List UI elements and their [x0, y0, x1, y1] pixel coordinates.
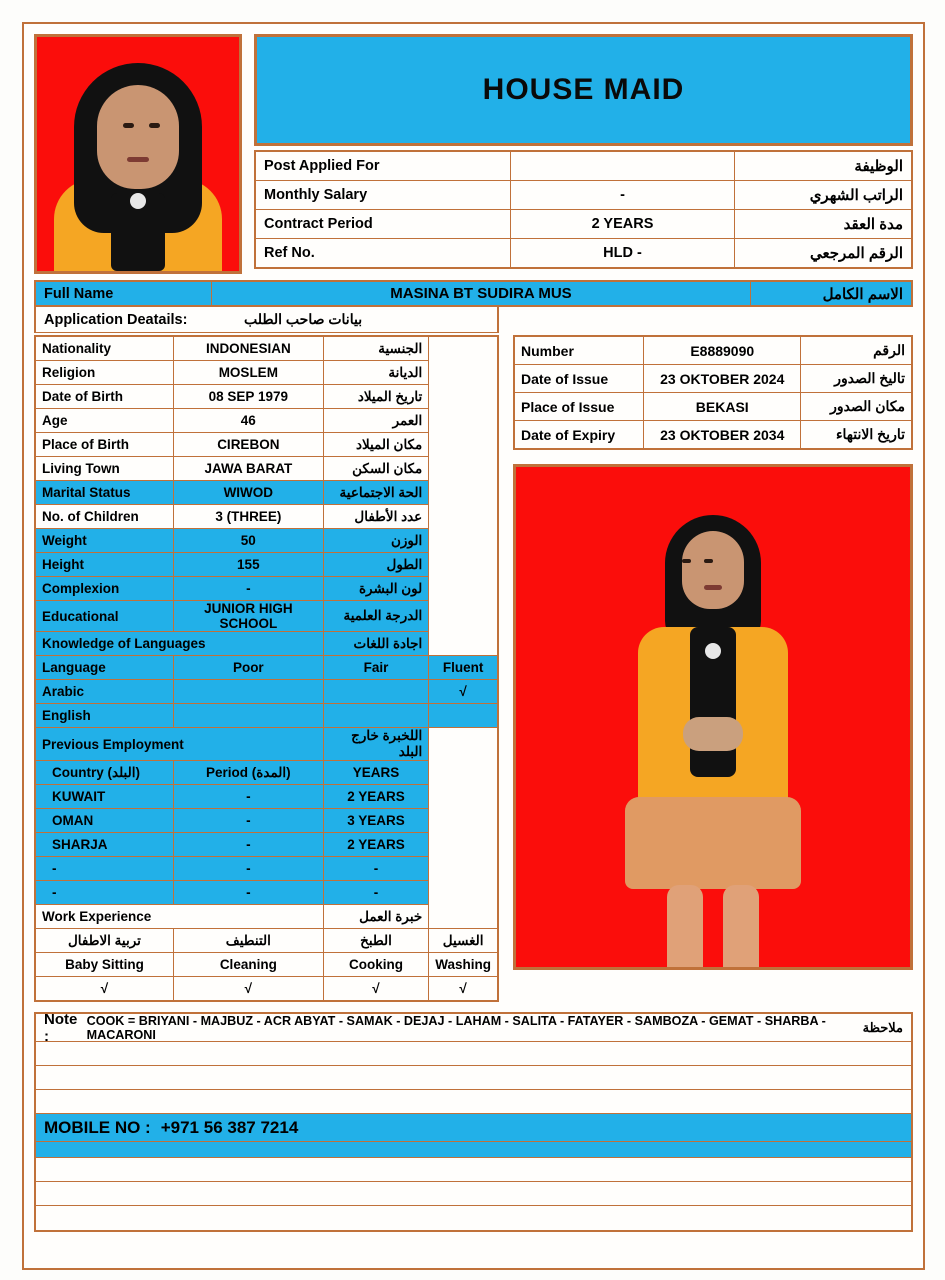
work-cleaning-mark: √ — [173, 977, 323, 1002]
work-cooking-arabic: الطبخ — [323, 929, 429, 953]
full-name-value: MASINA BT SUDIRA MUS — [212, 282, 751, 305]
date-of-expiry-value: 23 OKTOBER 2034 — [644, 421, 801, 450]
work-cleaning-label: Cleaning — [173, 953, 323, 977]
post-applied-value — [511, 151, 735, 181]
photo-figure-fullbody — [516, 467, 910, 967]
date-of-birth-label: Date of Birth — [35, 385, 173, 409]
table-row — [35, 385, 498, 409]
table-row — [35, 833, 498, 857]
date-of-birth-value: 08 SEP 1979 — [173, 385, 323, 409]
work-cooking-mark: √ — [323, 977, 429, 1002]
complexion-value: - — [173, 577, 323, 601]
work-baby-sitting-mark: √ — [35, 977, 173, 1002]
mobile-label: MOBILE NO : — [44, 1117, 151, 1137]
mobile-value: +971 56 387 7214 — [160, 1117, 299, 1137]
employment-country: - — [35, 857, 173, 881]
living-town-arabic: مكان السكن — [323, 457, 429, 481]
place-of-issue-label: Place of Issue — [514, 393, 644, 421]
passport-number-value: E8889090 — [644, 336, 801, 365]
post-applied-arabic: الوظيفة — [735, 151, 913, 181]
right-column — [513, 335, 913, 1002]
table-row — [35, 881, 498, 905]
previous-employment-section-row — [35, 728, 498, 761]
language-arabic-fluent: √ — [429, 680, 498, 704]
languages-header-fluent: Fluent — [429, 656, 498, 680]
work-baby-sitting-arabic: تربية الاطفال — [35, 929, 173, 953]
work-experience-mark-row — [35, 977, 498, 1002]
main-section — [34, 335, 913, 1002]
document-title-bar — [254, 34, 913, 146]
nationality-value: INDONESIAN — [173, 336, 323, 361]
employment-country: KUWAIT — [35, 785, 173, 809]
age-label: Age — [35, 409, 173, 433]
table-row — [255, 181, 912, 210]
work-experience-arabic: خبرة العمل — [323, 905, 429, 929]
ref-no-arabic: الرقم المرجعي — [735, 239, 913, 269]
top-section — [34, 34, 913, 274]
employment-period: - — [173, 881, 323, 905]
post-applied-label: Post Applied For — [255, 151, 511, 181]
table-row — [514, 421, 912, 450]
marital-status-value: WIWOD — [173, 481, 323, 505]
years-header: YEARS — [323, 761, 429, 785]
work-cleaning-arabic: التنطيف — [173, 929, 323, 953]
weight-arabic: الوزن — [323, 529, 429, 553]
table-row — [514, 365, 912, 393]
full-body-photo — [513, 464, 913, 970]
place-of-birth-label: Place of Birth — [35, 433, 173, 457]
no-of-children-label: No. of Children — [35, 505, 173, 529]
full-name-row — [34, 280, 913, 307]
employment-country: SHARJA — [35, 833, 173, 857]
work-baby-sitting-label: Baby Sitting — [35, 953, 173, 977]
date-of-issue-arabic: تاليخ الصدور — [801, 365, 912, 393]
passport-number-arabic: الرقم — [801, 336, 912, 365]
work-washing-label: Washing — [429, 953, 498, 977]
date-of-issue-label: Date of Issue — [514, 365, 644, 393]
post-applied-table — [254, 150, 913, 269]
languages-header-row — [35, 656, 498, 680]
age-arabic: العمر — [323, 409, 429, 433]
period-header: Period (المدة) — [173, 761, 323, 785]
language-arabic-label: Arabic — [35, 680, 173, 704]
language-arabic-fair — [323, 680, 429, 704]
table-row — [35, 409, 498, 433]
table-row — [35, 704, 498, 728]
height-arabic: الطول — [323, 553, 429, 577]
religion-value: MOSLEM — [173, 361, 323, 385]
employment-years: - — [323, 881, 429, 905]
date-of-expiry-arabic: تاريخ الانتهاء — [801, 421, 912, 450]
ref-no-label: Ref No. — [255, 239, 511, 269]
language-english-label: English — [35, 704, 173, 728]
languages-header-poor: Poor — [173, 656, 323, 680]
application-details-label: Application Deatails: — [44, 311, 188, 328]
work-washing-mark: √ — [429, 977, 498, 1002]
previous-employment-header-row — [35, 761, 498, 785]
languages-header-language: Language — [35, 656, 173, 680]
note-arabic: ملاحظة — [862, 1019, 903, 1035]
notes-section — [34, 1012, 913, 1232]
age-value: 46 — [173, 409, 323, 433]
table-row — [35, 361, 498, 385]
table-row — [35, 601, 498, 632]
application-details-arabic: بيانات صاحب الطلب — [244, 311, 363, 327]
work-cooking-label: Cooking — [323, 953, 429, 977]
employment-country: - — [35, 881, 173, 905]
nationality-arabic: الجنسية — [323, 336, 429, 361]
height-label: Height — [35, 553, 173, 577]
page-title: HOUSE MAID — [482, 73, 685, 106]
language-english-fair — [323, 704, 429, 728]
place-of-issue-value: BEKASI — [644, 393, 801, 421]
note-blank-row — [36, 1158, 911, 1182]
table-row — [35, 433, 498, 457]
work-experience-label: Work Experience — [35, 905, 323, 929]
employment-years: - — [323, 857, 429, 881]
table-row — [35, 505, 498, 529]
no-of-children-arabic: عدد الأطفال — [323, 505, 429, 529]
application-details-row — [34, 307, 499, 333]
previous-employment-arabic: اللخبرة خارج البلد — [323, 728, 429, 761]
monthly-salary-arabic: الراتب الشهري — [735, 181, 913, 210]
monthly-salary-label: Monthly Salary — [255, 181, 511, 210]
table-row — [35, 336, 498, 361]
weight-value: 50 — [173, 529, 323, 553]
top-right-block — [254, 34, 913, 274]
mobile-row — [36, 1114, 911, 1142]
languages-header-fair: Fair — [323, 656, 429, 680]
employment-years: 2 YEARS — [323, 833, 429, 857]
religion-label: Religion — [35, 361, 173, 385]
employment-period: - — [173, 809, 323, 833]
note-text: COOK = BRIYANI - MAJBUZ - ACR ABYAT - SAMAK - DEJAJ - LAHAM - SALITA - FATAYER - SAMBOZA - GEMAT - SHARBA - MACARONI — [86, 1013, 826, 1042]
date-of-birth-arabic: تاريخ الميلاد — [323, 385, 429, 409]
left-column — [34, 335, 499, 1002]
table-row — [35, 857, 498, 881]
no-of-children-value: 3 (THREE) — [173, 505, 323, 529]
religion-arabic: الديانة — [323, 361, 429, 385]
employment-country: OMAN — [35, 809, 173, 833]
date-of-issue-value: 23 OKTOBER 2024 — [644, 365, 801, 393]
cv-sheet — [22, 22, 925, 1270]
languages-section-row — [35, 632, 498, 656]
educational-arabic: الدرجة العلمية — [323, 601, 429, 632]
note-blank-row — [36, 1066, 911, 1090]
ref-no-value: HLD - — [511, 239, 735, 269]
passport-details-table — [513, 335, 913, 450]
note-blank-row — [36, 1090, 911, 1114]
educational-label: Educational — [35, 601, 173, 632]
living-town-label: Living Town — [35, 457, 173, 481]
languages-section-label: Knowledge of Languages — [35, 632, 323, 656]
personal-details-table — [34, 335, 499, 1002]
monthly-salary-value: - — [511, 181, 735, 210]
employment-period: - — [173, 785, 323, 809]
language-english-fluent — [429, 704, 498, 728]
note-blank-row — [36, 1182, 911, 1206]
living-town-value: JAWA BARAT — [173, 457, 323, 481]
table-row — [35, 553, 498, 577]
passport-number-label: Number — [514, 336, 644, 365]
educational-value: JUNIOR HIGH SCHOOL — [173, 601, 323, 632]
height-value: 155 — [173, 553, 323, 577]
work-experience-label-row — [35, 953, 498, 977]
previous-employment-label: Previous Employment — [35, 728, 323, 761]
language-arabic-poor — [173, 680, 323, 704]
language-english-poor — [173, 704, 323, 728]
note-blank-row — [36, 1042, 911, 1066]
contract-period-arabic: مدة العقد — [735, 210, 913, 239]
table-row — [255, 151, 912, 181]
table-row — [35, 577, 498, 601]
table-row — [35, 785, 498, 809]
table-row — [35, 481, 498, 505]
employment-period: - — [173, 857, 323, 881]
note-row — [36, 1010, 911, 1045]
table-row — [514, 393, 912, 421]
table-row — [255, 210, 912, 239]
table-row — [255, 239, 912, 269]
table-row — [514, 336, 912, 365]
note-blank-row — [36, 1206, 911, 1230]
marital-status-label: Marital Status — [35, 481, 173, 505]
mobile-blank-row — [36, 1142, 911, 1158]
date-of-expiry-label: Date of Expiry — [514, 421, 644, 450]
place-of-issue-arabic: مكان الصدور — [801, 393, 912, 421]
employment-years: 2 YEARS — [323, 785, 429, 809]
languages-section-arabic: اجادة اللغات — [323, 632, 429, 656]
employment-years: 3 YEARS — [323, 809, 429, 833]
work-washing-arabic: الغسيل — [429, 929, 498, 953]
work-experience-arabic-row — [35, 929, 498, 953]
table-row — [35, 529, 498, 553]
employment-period: - — [173, 833, 323, 857]
contract-period-value: 2 YEARS — [511, 210, 735, 239]
note-label: Note : — [44, 1010, 78, 1045]
table-row — [35, 457, 498, 481]
passport-photo — [34, 34, 242, 274]
full-name-label: Full Name — [36, 282, 212, 305]
marital-status-arabic: الحة الاجتماعية — [323, 481, 429, 505]
weight-label: Weight — [35, 529, 173, 553]
table-row — [35, 809, 498, 833]
work-experience-section-row — [35, 905, 498, 929]
nationality-label: Nationality — [35, 336, 173, 361]
place-of-birth-arabic: مكان الميلاد — [323, 433, 429, 457]
table-row — [35, 680, 498, 704]
complexion-label: Complexion — [35, 577, 173, 601]
country-header: Country (البلد) — [35, 761, 173, 785]
contract-period-label: Contract Period — [255, 210, 511, 239]
photo-figure-head — [37, 37, 239, 271]
full-name-arabic: الاسم الكامل — [822, 285, 903, 303]
complexion-arabic: لون البشرة — [323, 577, 429, 601]
place-of-birth-value: CIREBON — [173, 433, 323, 457]
